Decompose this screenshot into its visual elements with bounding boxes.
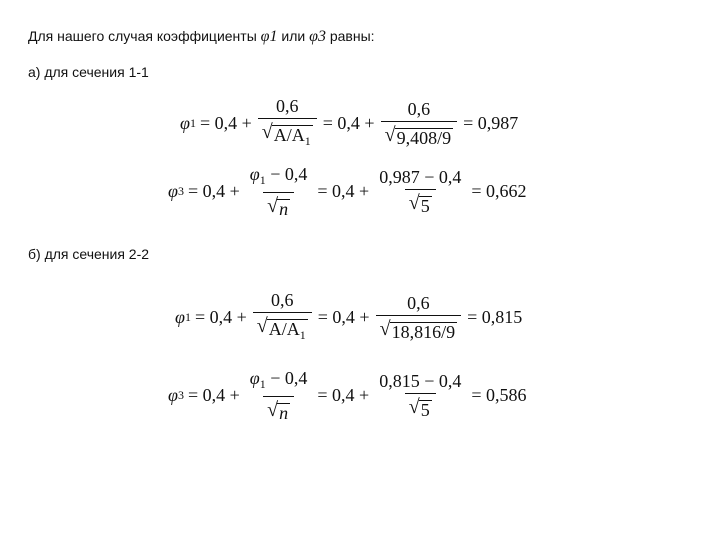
denominator [263,396,294,423]
formula-b-phi1 [175,290,526,345]
sqrt [380,319,458,342]
fraction-2 [381,99,458,148]
equals-plus-2: = 0,4 + [317,181,370,201]
radicand-subscript: 1 [299,328,306,342]
numerator-rest: − 0,4 [265,164,308,184]
radicand [272,125,313,151]
numerator: 0,6 [407,293,430,313]
equals-plus-1: = 0,4 + [194,307,247,327]
result: = 0,662 [471,181,527,201]
intro-phi1: φ1 [260,28,278,45]
result: = 0,586 [471,385,527,405]
denominator [405,393,436,420]
formula-b-phi3 [168,368,531,423]
radicand [267,319,308,345]
result: = 0,987 [463,113,519,133]
equals-plus-2: = 0,4 + [317,307,370,327]
denominator [258,118,317,151]
intro-phi3: φ3 [309,28,326,45]
lhs-symbol: φ [175,307,185,327]
radicand: n [279,199,289,219]
denominator [263,192,294,219]
numerator [246,368,312,396]
equals-plus-1: = 0,4 + [187,181,240,201]
radical-icon: √ [408,192,420,214]
denominator [253,312,312,345]
radicand: 5 [420,400,430,420]
equals-plus-2: = 0,4 + [317,385,370,405]
radicand-text: A/A [273,125,305,145]
numerator [246,164,312,192]
sqrt [409,193,432,216]
equals-plus-1: = 0,4 + [187,385,240,405]
lhs-subscript: 3 [177,184,184,198]
lhs-symbol: φ [180,113,190,133]
formula-a-phi3 [168,164,531,219]
radicand: 18,816/9 [391,322,456,342]
fraction-1 [258,96,317,151]
radical-icon: √ [267,399,279,421]
formula-a-phi1 [180,96,522,151]
radical-icon: √ [256,315,268,337]
sqrt [262,122,313,151]
fraction-1 [246,164,312,219]
numerator-phi: φ [249,164,260,184]
sqrt [267,196,290,219]
denominator [381,121,458,148]
lhs-subscript: 1 [189,116,196,130]
radical-icon: √ [384,124,396,146]
equals-plus-2: = 0,4 + [322,113,375,133]
radical-icon: √ [408,396,420,418]
fraction-2 [376,293,462,342]
denominator [405,189,436,216]
lhs-subscript: 3 [177,388,184,402]
numerator-subscript: 1 [259,377,266,391]
intro-text-before: Для нашего случая коэффициенты [28,28,261,44]
intro-line [28,28,375,46]
lhs-symbol: φ [168,385,178,405]
section-a-title: а) для сечения 1-1 [28,64,149,80]
intro-text-after: равны: [325,28,375,44]
numerator-phi: φ [249,368,260,388]
equals-plus-1: = 0,4 + [199,113,252,133]
section-b-title: б) для сечения 2-2 [28,246,150,262]
numerator-rest: − 0,4 [265,368,308,388]
sqrt [267,400,290,423]
fraction-1 [246,368,312,423]
result: = 0,815 [467,307,523,327]
numerator: 0,987 − 0,4 [379,167,462,187]
denominator [376,315,462,342]
numerator-subscript: 1 [259,173,266,187]
sqrt [409,397,432,420]
numerator: 0,6 [276,96,299,116]
radical-icon: √ [379,318,391,340]
fraction-1 [253,290,312,345]
numerator: 0,6 [271,290,294,310]
radicand-text: A/A [268,319,300,339]
radicand-subscript: 1 [304,134,311,148]
sqrt [257,316,308,345]
radical-icon: √ [267,195,279,217]
sqrt [385,125,454,148]
numerator: 0,6 [407,99,431,119]
radical-icon: √ [261,121,273,143]
radicand: n [279,403,289,423]
numerator: 0,815 − 0,4 [379,371,462,391]
radicand: 5 [420,196,430,216]
radicand: 9,408/9 [396,128,452,148]
lhs-subscript: 1 [184,310,191,324]
fraction-2 [375,371,465,420]
intro-or: или [277,28,310,44]
fraction-2 [375,167,465,216]
lhs-symbol: φ [168,181,178,201]
